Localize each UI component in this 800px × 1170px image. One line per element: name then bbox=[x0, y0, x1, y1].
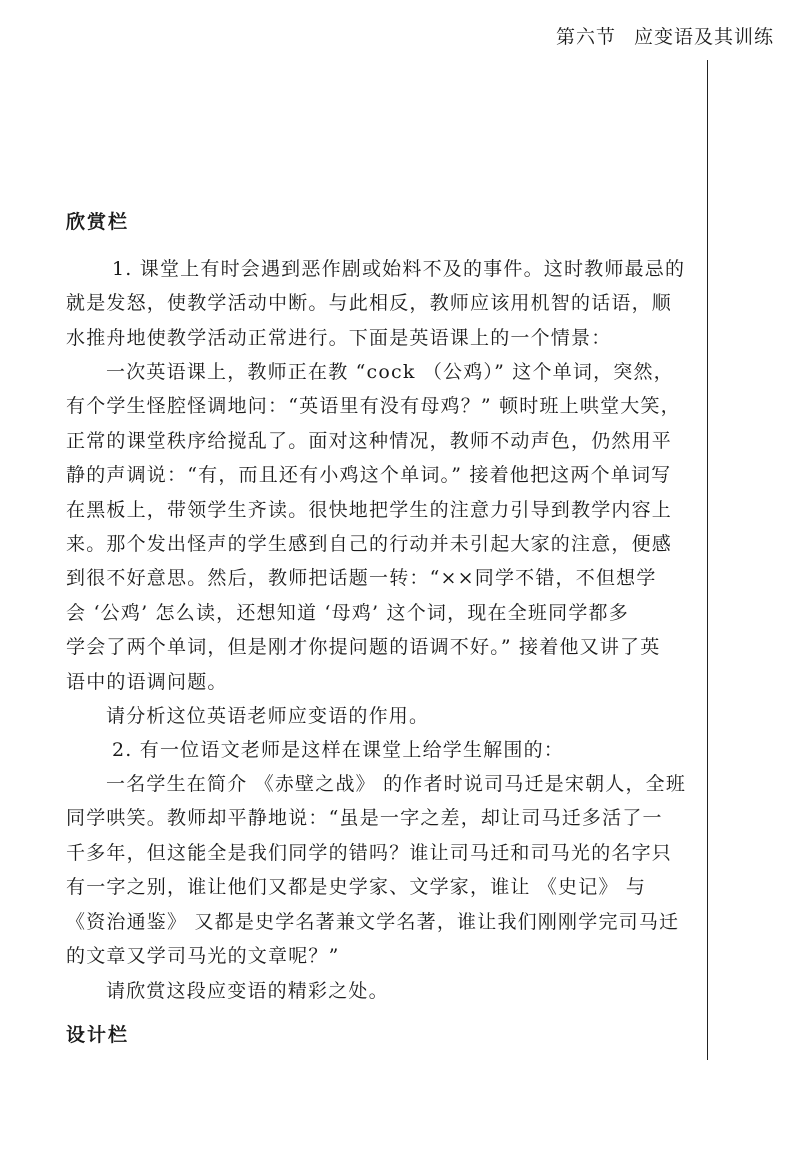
text-line: 会 ‘公鸡’ 怎么读，还想知道 ‘母鸡’ 这个词，现在全班同学都多 bbox=[66, 601, 629, 624]
appreciation-paragraph-1 bbox=[66, 252, 692, 355]
appreciation-paragraph-3 bbox=[66, 699, 692, 733]
appreciation-paragraph-2 bbox=[66, 355, 692, 699]
text-line: 请欣赏这段应变语的精彩之处。 bbox=[106, 980, 389, 1002]
text-line: 水推舟地使教学活动正常进行。下面是英语课上的一个情景： bbox=[66, 326, 612, 349]
text-line: 就是发怒，使教学活动中断。与此相反，教师应该用机智的话语，顺 bbox=[66, 292, 673, 315]
text-line: 一次英语课上，教师正在教 “cock （公鸡）” 这个单词，突然， bbox=[106, 361, 674, 383]
text-line: 千多年，但这能全是我们同学的错吗？谁让司马迁和司马光的名字只 bbox=[66, 841, 673, 864]
text-line: 正常的课堂秩序给搅乱了。面对这种情况，教师不动声色，仍然用平 bbox=[66, 429, 673, 452]
text-line: 在黑板上，带领学生齐读。很快地把学生的注意力引导到教学内容上 bbox=[66, 498, 673, 521]
text-line: 《资治通鉴》 又都是史学名著兼文学名著，谁让我们刚刚学完司马迁 bbox=[66, 910, 680, 933]
running-header bbox=[556, 22, 774, 49]
text-line: 的文章又学司马光的文章呢？” bbox=[66, 945, 340, 968]
text-line: 有个学生怪腔怪调地问：“英语里有没有母鸡？” 顿时班上哄堂大笑， bbox=[66, 395, 681, 418]
text-line: 一名学生在简介 《赤壁之战》 的作者时说司马迁是宋朝人，全班 bbox=[106, 773, 687, 795]
margin-rule bbox=[707, 60, 708, 1060]
text-line: 1. 课堂上有时会遇到恶作剧或始料不及的事件。这时教师最忌的 bbox=[112, 258, 686, 280]
text-line: 语中的语调问题。 bbox=[66, 670, 228, 693]
design-heading: 设计栏 bbox=[66, 1024, 130, 1046]
text-line: 有一字之别，谁让他们又都是史学家、文学家，谁让 《史记》 与 bbox=[66, 876, 647, 899]
appreciation-paragraph-4 bbox=[66, 733, 692, 767]
appreciation-heading: 欣赏栏 bbox=[66, 211, 130, 233]
text-line: 2. 有一位语文老师是这样在课堂上给学生解围的： bbox=[112, 739, 564, 761]
text-line: 静的声调说：“有，而且还有小鸡这个单词。” 接着他把这两个单词写 bbox=[66, 464, 672, 487]
text-line: 学会了两个单词，但是刚才你提问题的语调不好。” 接着他又讲了英 bbox=[66, 636, 661, 659]
appreciation-paragraph-6 bbox=[66, 974, 692, 1008]
text-line: 来。那个发出怪声的学生感到自己的行动并未引起大家的注意，便感 bbox=[66, 533, 673, 556]
text-line: 同学哄笑。教师却平静地说：“虽是一字之差，却让司马迁多活了一 bbox=[66, 807, 663, 830]
header-title: 应变语及其训练 bbox=[633, 26, 774, 48]
header-section: 第六节 bbox=[555, 26, 616, 48]
text-line: 请分析这位英语老师应变语的作用。 bbox=[106, 705, 430, 727]
text-line: 到很不好意思。然后，教师把话题一转：“××同学不错，不但想学 bbox=[66, 567, 657, 590]
appreciation-paragraph-5 bbox=[66, 767, 692, 973]
